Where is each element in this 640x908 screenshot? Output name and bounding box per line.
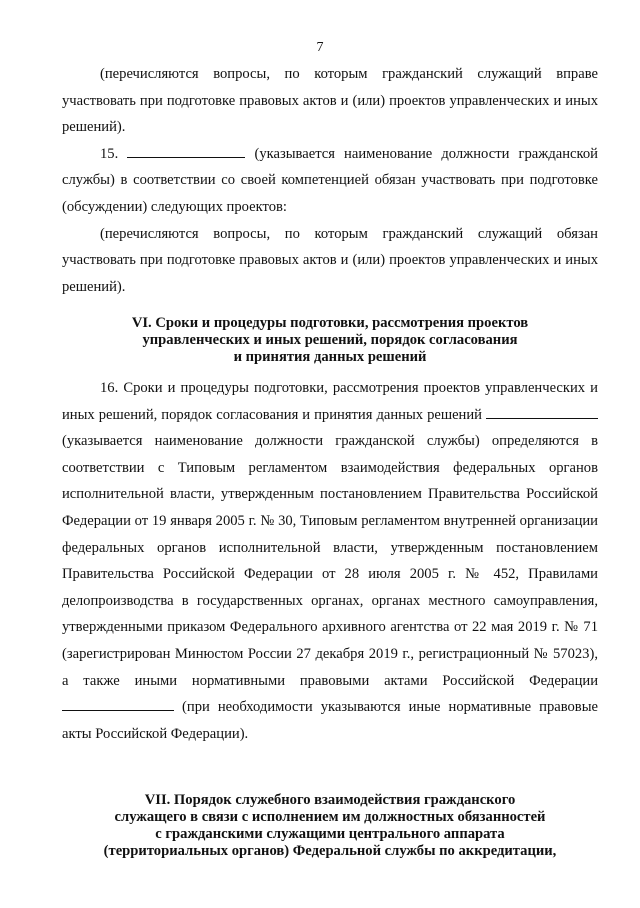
paragraph-16-intro: 16. Сроки и процедуры подготовки, рассмотрения проектов управленческих и иных решений, порядок согласования и принятия данных решений bbox=[62, 380, 598, 423]
section-6-heading-line: и принятия данных решений bbox=[233, 349, 427, 365]
section-6-heading-line: VI. Сроки и процедуры подготовки, рассмотрения проектов bbox=[131, 315, 529, 331]
paragraph-group-2 bbox=[62, 375, 598, 747]
paragraph-16-note: (при необходимости указываются иные нормативные правовые акты Российской Федерации). bbox=[62, 699, 598, 742]
paragraph-group-1 bbox=[62, 61, 598, 300]
section-6-heading bbox=[62, 315, 598, 366]
section-7-heading-line: (территориальных органов) Федеральной службы по аккредитации, bbox=[103, 843, 557, 859]
section-7-heading bbox=[62, 792, 598, 860]
paragraph-15 bbox=[62, 141, 598, 221]
section-6-heading-line: управленческих и иных решений, порядок согласования bbox=[142, 332, 518, 348]
section-7-heading-line: служащего в связи с исполнением им должностных обязанностей bbox=[114, 809, 546, 825]
paragraph-15-text: (указывается наименование должности гражданской службы) в соответствии со своей компетенцией обязан участвовать при подготовке (обсуждении) следующих проектов: bbox=[62, 145, 598, 215]
blank-position-field bbox=[127, 145, 245, 158]
paragraph-15-number: 15. bbox=[100, 145, 119, 162]
paragraph-16-body: (указывается наименование должности гражданской службы) определяются в соответствии с Типовым регламентом взаимодействия федеральных органов исполнительной власти, утвержденным постановлением Правительства Российской Федерации от 19 января 2005 г. № 30, Типовым регламентом внутренней организации федеральных органов исполнительной власти, утвержденным постановлением Правительства Российской Федерации от 28 июля 2005 г. № 452, Правилами делопроизводства в государственных органах, органах местного самоуправления, утвержденными приказом Федерального архивного агентства от 22 мая 2019 г. № 71 (зарегистрирован Минюстом России 27 декабря 2019 г., регистрационный № 57023), а также иными нормативными правовыми актами Российской Федерации bbox=[62, 433, 598, 689]
paragraph-16 bbox=[62, 375, 598, 747]
page-number: 7 bbox=[316, 40, 324, 55]
blank-position-field bbox=[486, 406, 598, 419]
paragraph-list-duties: (перечисляются вопросы, по которым гражданский служащий обязан участвовать при подготовке правовых актов и (или) проектов управленческих и иных решений). bbox=[62, 225, 598, 295]
section-7-heading-line: с гражданскими служащими центрального аппарата bbox=[155, 826, 505, 842]
blank-acts-field bbox=[62, 698, 174, 711]
section-7-heading-line: VII. Порядок служебного взаимодействия гражданского bbox=[144, 792, 516, 808]
paragraph-list-rights: (перечисляются вопросы, по которым гражданский служащий вправе участвовать при подготовке правовых актов и (или) проектов управленческих и иных решений). bbox=[62, 66, 598, 136]
